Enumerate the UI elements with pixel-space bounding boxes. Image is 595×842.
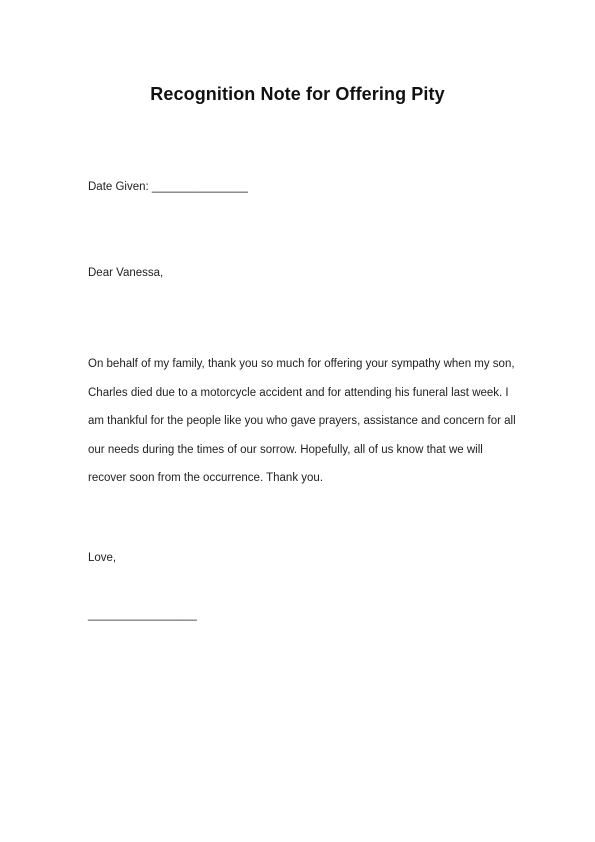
salutation: Dear Vanessa,: [88, 267, 164, 279]
closing: Love,: [88, 552, 117, 564]
letter-body: On behalf of my family, thank you so much for offering your sympathy when my son, Charles died due to a motorcycle accident and for attending his funeral last week. I am thankful for the people like you who gave prayers, assistance and concern for all our needs during the times of our sorrow. Hopefully, all of us know that we will recover soon from the occurrence. Thank you.: [88, 358, 516, 484]
date-given-line: Date Given: _______________: [88, 181, 248, 193]
document-title: Recognition Note for Offering Pity: [150, 84, 445, 104]
signature-line: _________________: [88, 609, 197, 621]
